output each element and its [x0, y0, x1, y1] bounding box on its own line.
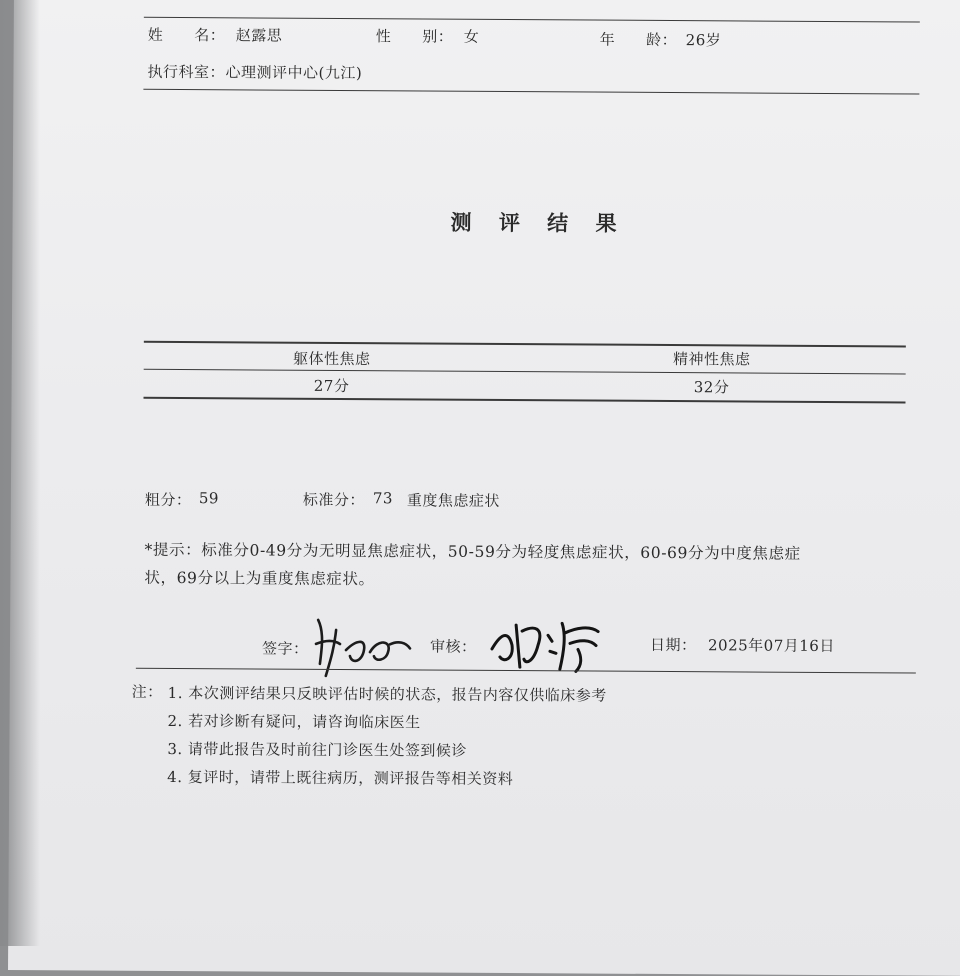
- gender-value: 女: [463, 27, 480, 46]
- hint-line-2: 状，69分以上为重度焦虑症状。: [144, 568, 375, 589]
- raw-score-value: 59: [198, 489, 220, 508]
- table-top-rule: [144, 341, 906, 348]
- date-value: 2025年07月16日: [707, 636, 835, 656]
- date-label: 日期：: [649, 635, 697, 655]
- top-rule: [144, 17, 920, 23]
- age-value: 26岁: [685, 31, 722, 50]
- std-score-value: 73: [372, 489, 394, 508]
- gender-label: 性 别：: [375, 27, 454, 46]
- table-value-psychic: 32分: [693, 378, 730, 397]
- note-item-1: 1. 本次测评结果只反映评估时候的状态，报告内容仅供临床参考: [167, 683, 607, 705]
- review-label: 审核：: [429, 637, 477, 656]
- note-item-2: 2. 若对诊断有疑问，请咨询临床医生: [167, 711, 421, 732]
- std-score-label: 标准分：: [302, 490, 365, 510]
- table-value-somatic: 27分: [313, 376, 350, 396]
- table-header-somatic: 躯体性焦虑: [292, 349, 371, 369]
- edge-shadow: [0, 0, 40, 946]
- report-title: 测 评 结 果: [450, 210, 627, 236]
- age-label: 年 龄：: [599, 30, 678, 50]
- dept-value: 心理测评中心(九江): [225, 63, 363, 83]
- hint-line-1: *提示：标准分0-49分为无明显焦虑症状，50-59分为轻度焦虑症状，60-69分为中度焦虑症: [144, 540, 801, 563]
- dept-label: 执行科室：: [147, 62, 226, 82]
- reviewer-handwriting: [486, 605, 606, 676]
- name-label: 姓 名：: [147, 25, 226, 45]
- table-header-psychic: 精神性焦虑: [672, 350, 751, 369]
- name-value: 赵露思: [235, 26, 283, 45]
- raw-score-label: 粗分：: [144, 490, 192, 510]
- signature-label: 签字：: [261, 639, 309, 658]
- note-item-3: 3. 请带此报告及时前往门诊医生处签到候诊: [167, 739, 468, 760]
- notes-label: 注：: [131, 682, 163, 701]
- header-rule: [143, 89, 919, 95]
- table-bottom-rule: [144, 397, 906, 404]
- conclusion: 重度焦虑症状: [406, 491, 500, 510]
- note-item-4: 4. 复评时，请带上既往病历，测评报告等相关资料: [167, 767, 514, 789]
- report-paper: [8, 0, 960, 976]
